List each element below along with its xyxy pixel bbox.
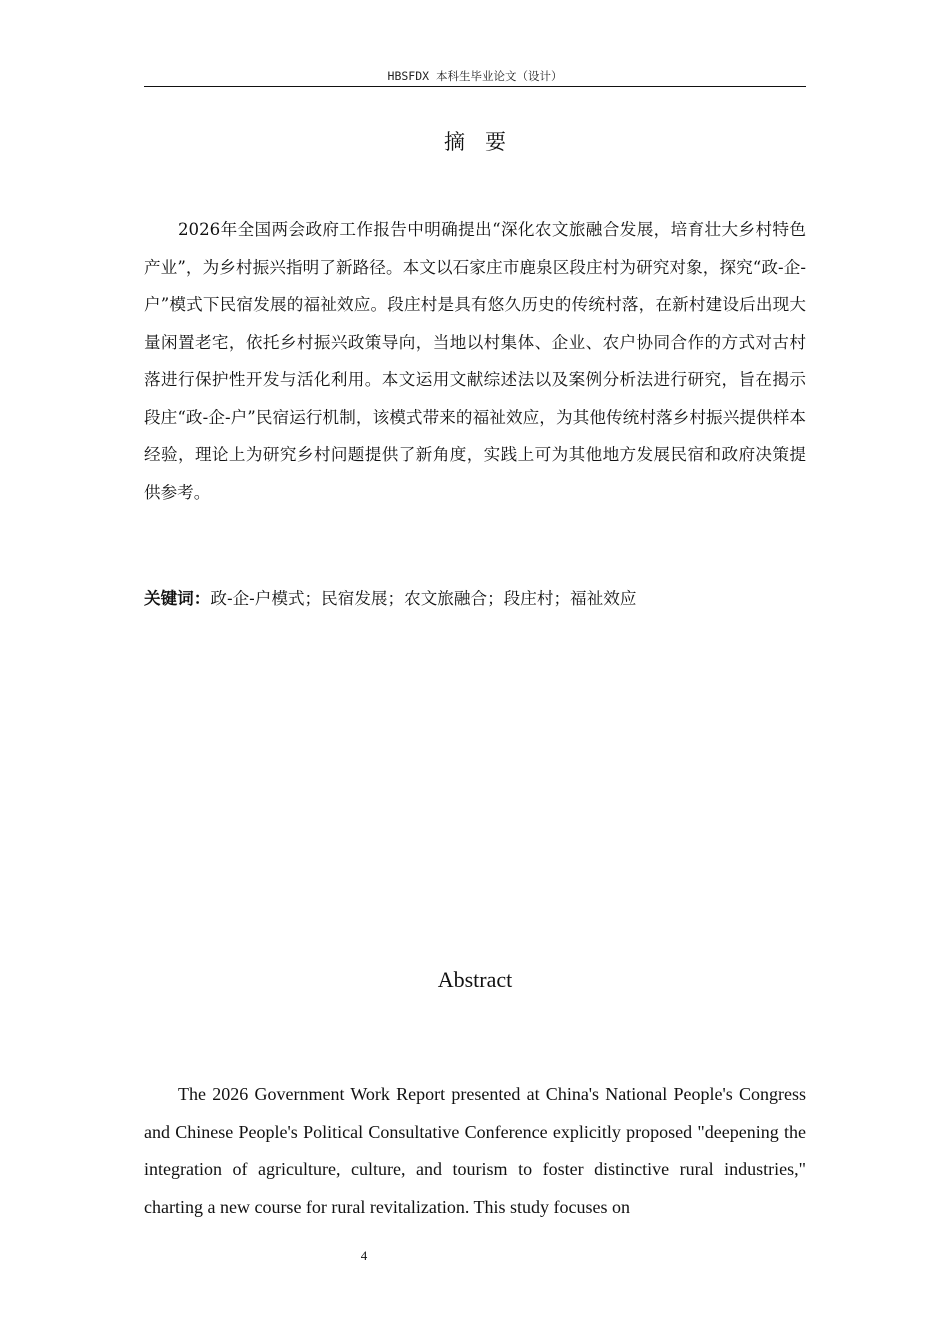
abstract-body-en: The 2026 Government Work Report presented at China's National People's Congress and Chinese People's Political Consultative Conference explicitly proposed "deepening the integration of agriculture, culture, and tourism to foster distinctive rural industries," charting a new course for rural revitalization. This study focuses on [144, 1084, 806, 1217]
page-number: 4 [360, 1248, 368, 1263]
abstract-title-en: Abstract [437, 967, 513, 992]
keywords-line [144, 584, 806, 614]
abstract-title-cn: 摘要 [444, 130, 526, 154]
header-rule [144, 86, 806, 87]
keywords-label: 关键词： [144, 589, 211, 608]
abstract-body-cn: 2026年全国两会政府工作报告中明确提出“深化农文旅融合发展，培育壮大乡村特色产业”，为乡村振兴指明了新路径。本文以石家庄市鹿泉区段庄村为研究对象，探究“政-企-户”模式下民宿发展的福祉效应。段庄村是具有悠久历史的传统村落，在新村建设后出现大量闲置老宅，依托乡村振兴政策导向，当地以村集体、企业、农户协同合作的方式对古村落进行保护性开发与活化利用。本文运用文献综述法以及案例分析法进行研究，旨在揭示段庄“政-企-户”民宿运行机制，该模式带来的福祉效应，为其他传统村落乡村振兴提供样本经验，理论上为研究乡村问题提供了新角度，实践上可为其他地方发展民宿和政府决策提供参考。 [144, 220, 806, 502]
page-header: HBSFDX 本科生毕业论文（设计） [387, 69, 563, 83]
keywords-text: 政-企-户模式；民宿发展；农文旅融合；段庄村；福祉效应 [210, 589, 637, 608]
